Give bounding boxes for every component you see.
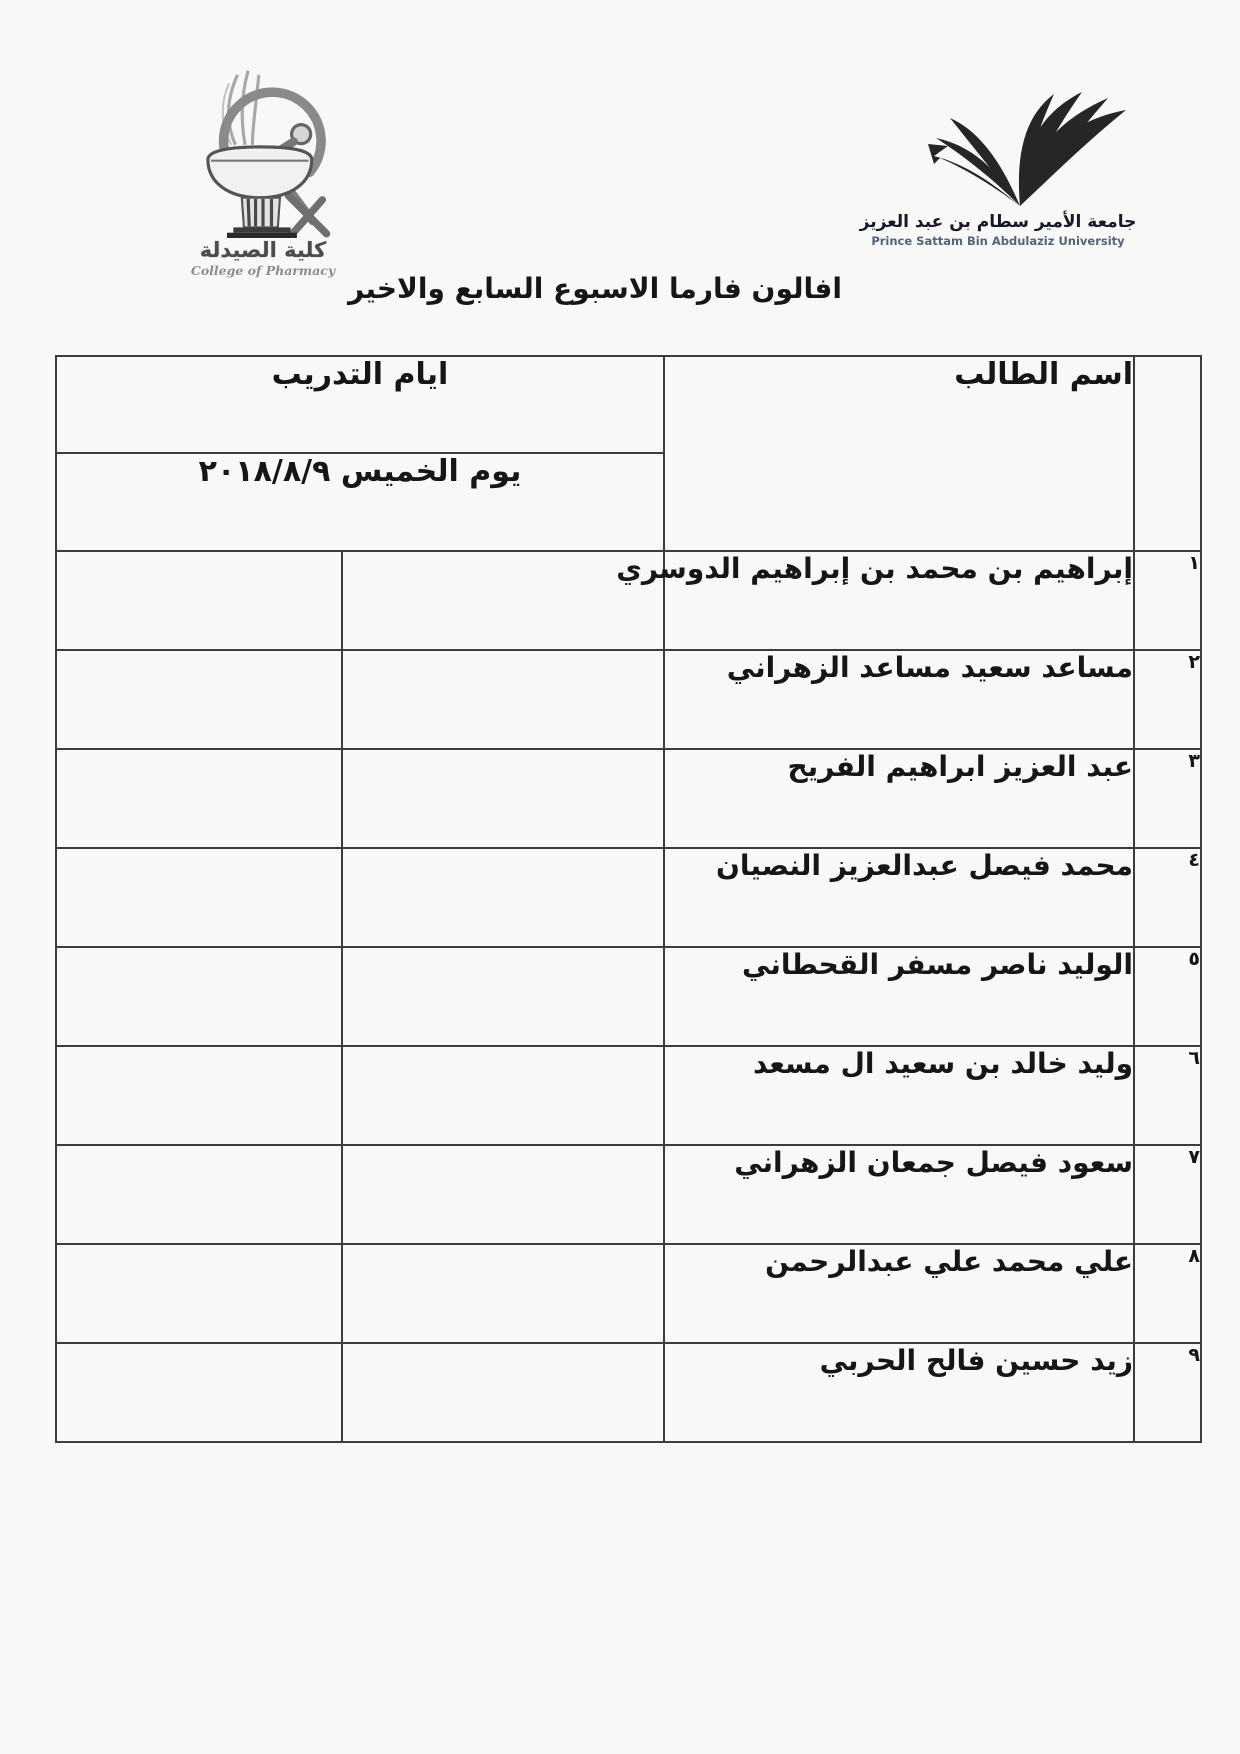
student-name: محمد فيصل عبدالعزيز النصيان xyxy=(664,848,1134,947)
attendance-cell-day xyxy=(342,1343,664,1442)
student-number: ٦ xyxy=(1134,1046,1201,1145)
student-row xyxy=(56,551,1201,650)
attendance-cell-day xyxy=(342,947,664,1046)
attendance-cell-day xyxy=(342,1244,664,1343)
student-number: ٣ xyxy=(1134,749,1201,848)
attendance-cell-day xyxy=(342,1145,664,1244)
student-name: عبد العزيز ابراهيم الفريح xyxy=(664,749,1134,848)
student-row xyxy=(56,650,1201,749)
student-name: مساعد سعيد مساعد الزهراني xyxy=(664,650,1134,749)
student-row xyxy=(56,1046,1201,1145)
student-number: ٤ xyxy=(1134,848,1201,947)
attendance-cell-extra xyxy=(56,1046,342,1145)
university-name-english: Prince Sattam Bin Abdulaziz University xyxy=(871,234,1125,248)
student-number: ١ xyxy=(1134,551,1201,650)
student-number: ٢ xyxy=(1134,650,1201,749)
attendance-cell-day xyxy=(342,848,664,947)
university-name-arabic: جامعة الأمير سطام بن عبد العزيز xyxy=(859,212,1137,232)
attendance-cell-extra xyxy=(56,1244,342,1343)
training-date-cell: يوم الخميس ٢٠١٨/٨/٩ xyxy=(56,453,664,551)
attendance-cell-day xyxy=(342,749,664,848)
student-name: سعود فيصل جمعان الزهراني xyxy=(664,1145,1134,1244)
college-name-english: College of Pharmacy xyxy=(190,263,336,278)
student-number: ٩ xyxy=(1134,1343,1201,1442)
university-logo xyxy=(858,88,1138,258)
open-book-icon xyxy=(858,88,1138,210)
student-name: علي محمد علي عبدالرحمن xyxy=(664,1244,1134,1343)
student-name: زيد حسين فالح الحربي xyxy=(664,1343,1134,1442)
training-days-header: ايام التدريب xyxy=(56,356,664,453)
mortar-pestle-rx-icon xyxy=(178,60,348,238)
attendance-cell-extra xyxy=(56,1343,342,1442)
table-body xyxy=(56,356,1201,1442)
header-row-1 xyxy=(56,356,1201,453)
student-row xyxy=(56,749,1201,848)
college-name-arabic: كلية الصيدلة xyxy=(199,238,327,262)
attendance-cell-day xyxy=(342,1046,664,1145)
student-number: ٧ xyxy=(1134,1145,1201,1244)
student-name: وليد خالد بن سعيد ال مسعد xyxy=(664,1046,1134,1145)
attendance-cell-extra xyxy=(56,749,342,848)
student-row xyxy=(56,1244,1201,1343)
attendance-cell-extra xyxy=(56,1145,342,1244)
student-row xyxy=(56,947,1201,1046)
number-column-header xyxy=(1134,356,1201,551)
student-row xyxy=(56,1343,1201,1442)
student-name-header: اسم الطالب xyxy=(664,356,1134,551)
attendance-table xyxy=(55,355,1202,1443)
attendance-cell-extra xyxy=(56,551,342,650)
attendance-cell-extra xyxy=(56,848,342,947)
document-title: افالون فارما الاسبوع السابع والاخير xyxy=(348,272,842,305)
student-name: الوليد ناصر مسفر القحطاني xyxy=(664,947,1134,1046)
student-number: ٥ xyxy=(1134,947,1201,1046)
college-of-pharmacy-logo xyxy=(178,60,348,278)
attendance-cell-extra xyxy=(56,947,342,1046)
student-row xyxy=(56,1145,1201,1244)
attendance-cell-extra xyxy=(56,650,342,749)
student-name: إبراهيم بن محمد بن إبراهيم الدوسري xyxy=(664,551,1134,650)
attendance-cell-day xyxy=(342,650,664,749)
student-row xyxy=(56,848,1201,947)
student-number: ٨ xyxy=(1134,1244,1201,1343)
